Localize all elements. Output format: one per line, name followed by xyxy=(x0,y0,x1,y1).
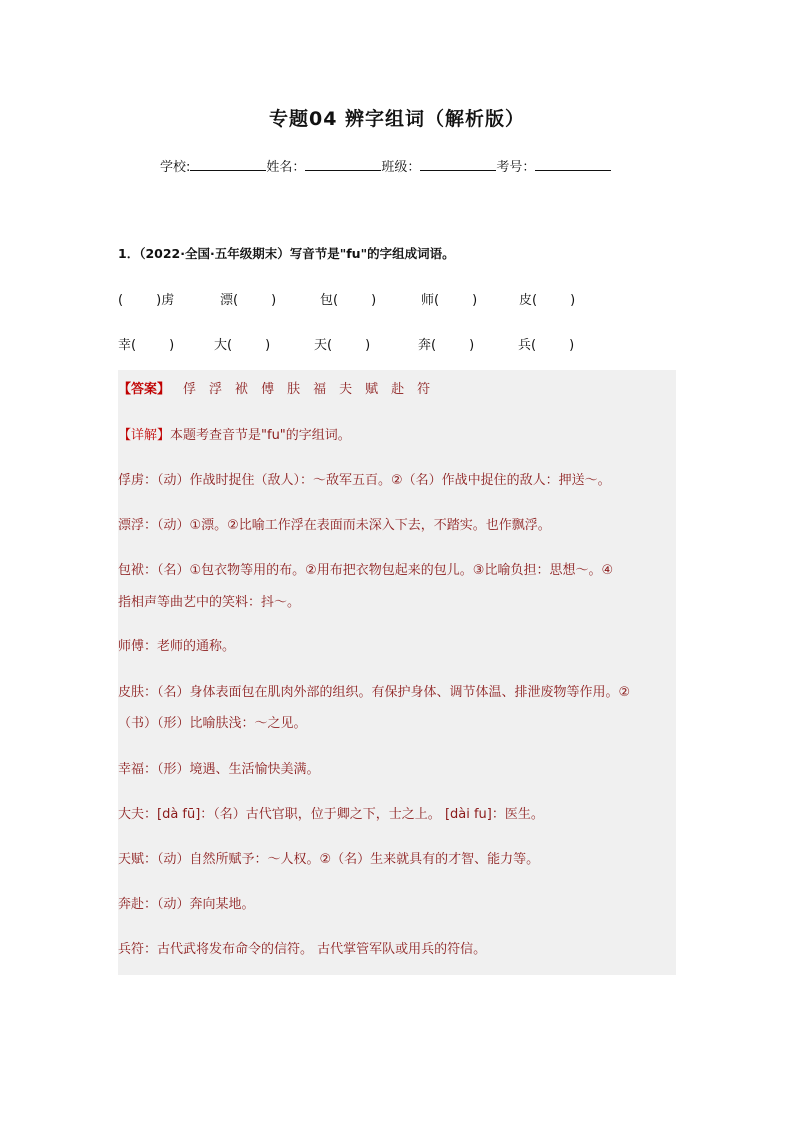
school-label: 学校: xyxy=(160,160,191,175)
class-label: 班级： xyxy=(381,160,421,175)
detail-intro: 本题考查音节是"fu"的字组词。 xyxy=(170,428,351,443)
detail-line: 兵符：古代武将发布命令的信符。 古代掌管军队或用兵的符信。 xyxy=(118,942,487,957)
blank-item: 幸( ) xyxy=(118,338,175,353)
detail-line: 幸福：（形）境遇、生活愉快美满。 xyxy=(118,762,320,777)
blank-item: 漂( ) xyxy=(220,293,277,308)
blank-item: ( )虏 xyxy=(118,293,175,308)
student-info-line xyxy=(160,156,611,175)
class-blank[interactable] xyxy=(420,158,496,171)
detail-line: 奔赴：（动）奔向某地。 xyxy=(118,897,255,912)
blank-item: 包( ) xyxy=(320,293,377,308)
detail-line: （书）（形）比喻肤浅：～之见。 xyxy=(118,716,307,731)
answer-label: 【答案】 xyxy=(118,382,171,397)
answer-word: 符 xyxy=(417,382,431,397)
blank-item: 奔( ) xyxy=(418,338,475,353)
answer-word: 赴 xyxy=(391,382,405,397)
answer-line xyxy=(118,378,676,397)
detail-line: 大夫：[dà fū]：（名）古代官职，位于卿之下，士之上。 [dài fu]：医生。 xyxy=(118,807,544,822)
answer-word: 福 xyxy=(313,382,327,397)
blank-item: 兵( ) xyxy=(518,338,575,353)
answer-word: 俘 xyxy=(183,382,197,397)
answer-word: 夫 xyxy=(339,382,353,397)
detail-line: 漂浮：（动）①漂。②比喻工作浮在表面而未深入下去，不踏实。也作飘浮。 xyxy=(118,518,551,533)
exam-number-label: 考号： xyxy=(496,160,536,175)
answer-words xyxy=(170,382,430,397)
answer-word: 傅 xyxy=(261,382,275,397)
detail-line: 师傅：老师的通称。 xyxy=(118,639,236,654)
blank-item: 皮( ) xyxy=(519,293,576,308)
question-1-text: 1．（2022·全国·五年级期末）写音节是"fu"的字组成词语。 xyxy=(118,246,455,261)
school-blank[interactable] xyxy=(190,158,266,171)
answer-section-background xyxy=(118,370,676,975)
answer-word: 肤 xyxy=(287,382,301,397)
page-title: 专题04 辨字组词（解析版） xyxy=(268,108,526,130)
detail-line: 俘虏：（动）作战时捉住（敌人）：～敌军五百。②（名）作战中捉住的敌人：押送～。 xyxy=(118,473,611,488)
detail-line: 包袱：（名）①包衣物等用的布。②用布把衣物包起来的包儿。③比喻负担：思想～。④ xyxy=(118,563,614,578)
detail-line: 天赋：（动）自然所赋予：～人权。②（名）生来就具有的才智、能力等。 xyxy=(118,852,540,867)
detail-line: 指相声等曲艺中的笑料：抖～。 xyxy=(118,595,301,610)
detail-line: 皮肤：（名）身体表面包在肌肉外部的组织。有保护身体、调节体温、排泄废物等作用。② xyxy=(118,685,631,700)
answer-word: 赋 xyxy=(365,382,379,397)
blank-item: 天( ) xyxy=(314,338,371,353)
blank-item: 师( ) xyxy=(421,293,478,308)
answer-word: 袱 xyxy=(235,382,249,397)
exam-number-blank[interactable] xyxy=(535,158,611,171)
name-blank[interactable] xyxy=(305,158,381,171)
blank-item: 大( ) xyxy=(214,338,271,353)
name-label: 姓名： xyxy=(266,160,306,175)
detail-intro-line xyxy=(118,424,676,443)
answer-word: 浮 xyxy=(209,382,223,397)
detail-label: 【详解】 xyxy=(118,428,171,443)
